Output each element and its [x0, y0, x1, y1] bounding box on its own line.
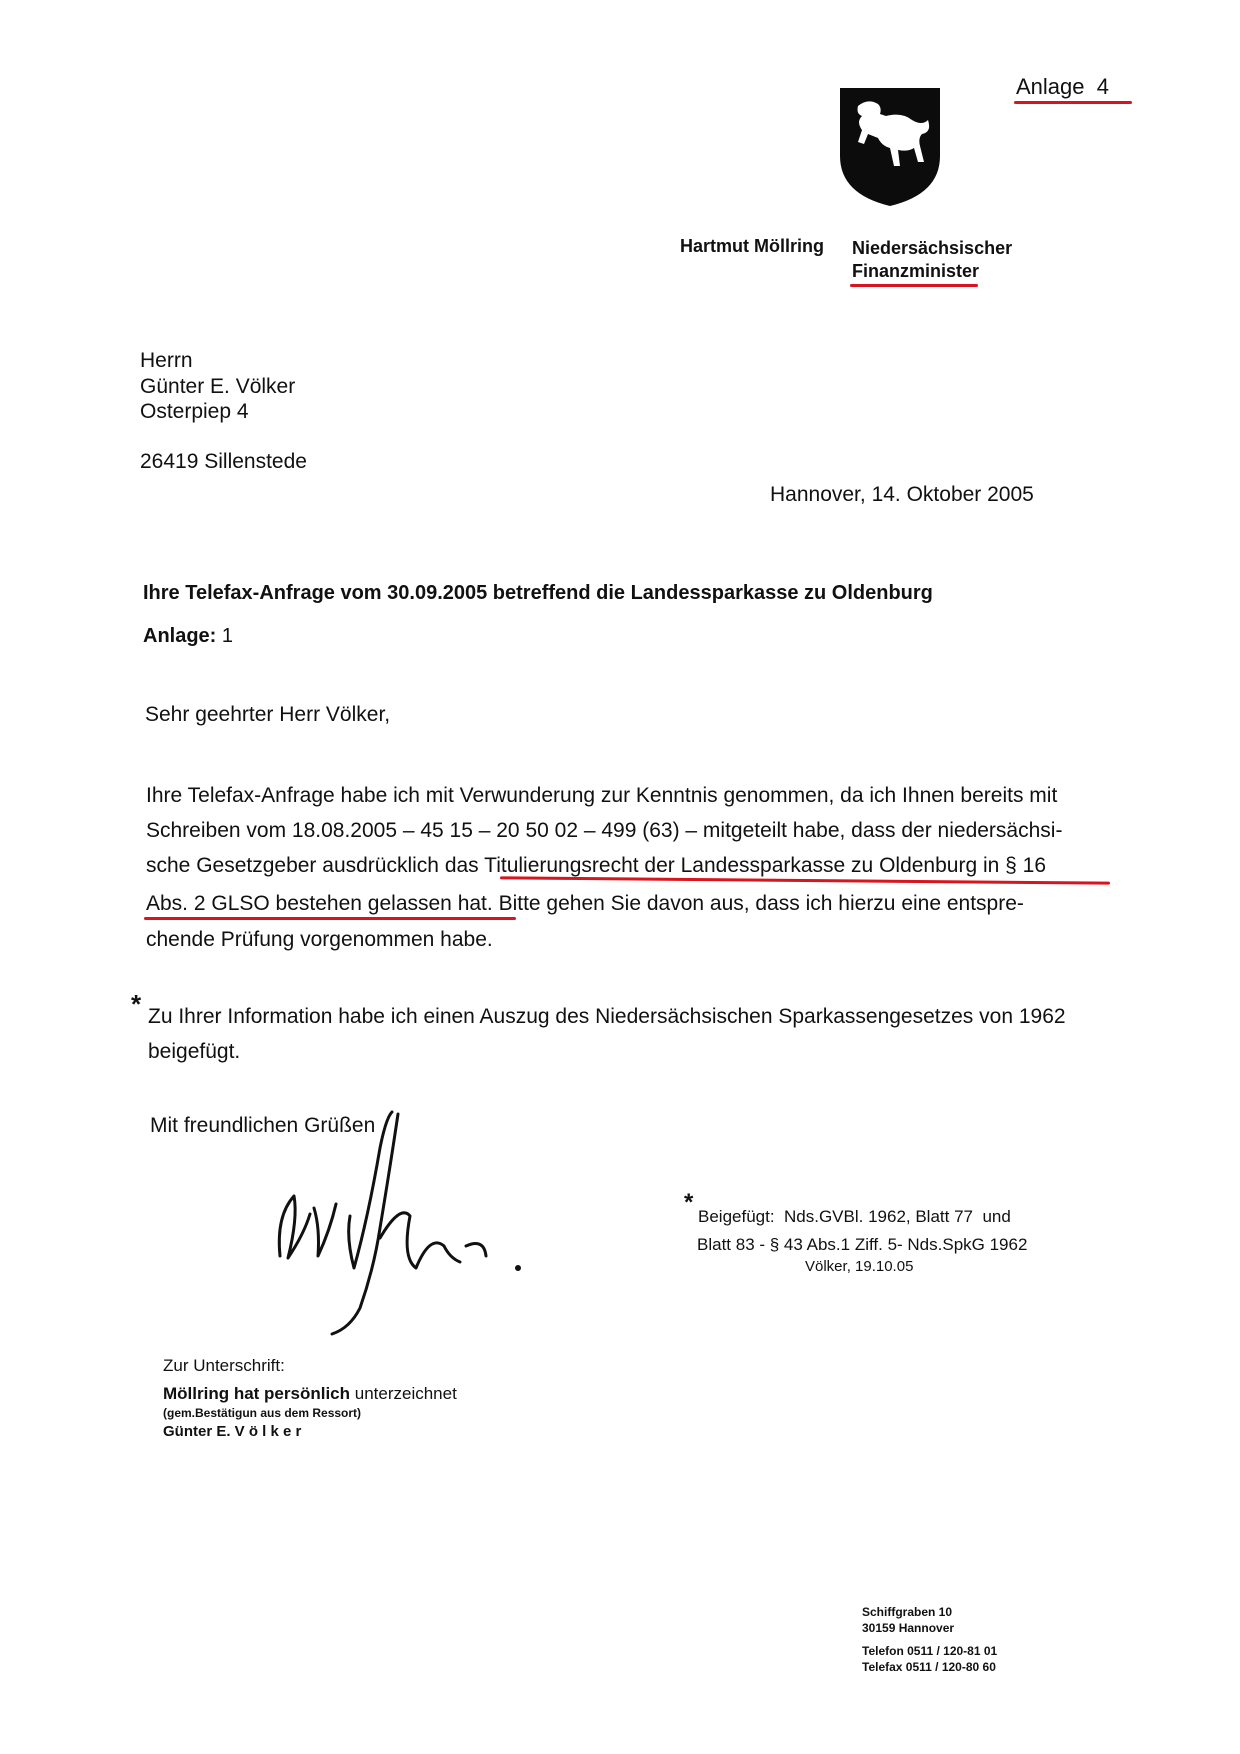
note-line2: Blatt 83 - § 43 Abs.1 Ziff. 5- Nds.SpkG 1962	[697, 1235, 1028, 1254]
paragraph2-asterisk: *	[131, 989, 142, 1019]
lower-saxony-horse-crest-icon	[838, 86, 942, 208]
attachment-label: Anlage:	[143, 625, 217, 647]
annex-label	[1016, 74, 1109, 100]
subject-line: Ihre Telefax-Anfrage vom 30.09.2005 betreffend die Landessparkasse zu Oldenburg	[143, 582, 933, 604]
paragraph1-line1: Ihre Telefax-Anfrage habe ich mit Verwunderung zur Kenntnis genommen, da ich Ihnen bereits mit	[146, 784, 1058, 807]
footer-phone: Telefon 0511 / 120-81 01	[862, 1644, 998, 1658]
highlight-underline-2	[144, 917, 516, 920]
signature-note-line4: Günter E. V ö l k e r	[163, 1423, 302, 1440]
recipient-street: Osterpiep 4	[140, 400, 249, 423]
signature-note-line1: Zur Unterschrift:	[163, 1356, 285, 1375]
greeting: Sehr geehrter Herr Völker,	[145, 703, 391, 726]
paragraph1-line5: chende Prüfung vorgenommen habe.	[146, 928, 493, 951]
sender-title-line1: Niedersächsischer	[852, 238, 1013, 258]
signature-note-line2-rest: unterzeichnet	[350, 1384, 457, 1403]
paragraph2-line1: Zu Ihrer Information habe ich einen Auszug des Niedersächsischen Sparkassengesetzes von 1962	[148, 1005, 1066, 1028]
handwritten-signature	[270, 1108, 530, 1338]
place-date: Hannover, 14. Oktober 2005	[770, 483, 1034, 506]
attachment-line	[143, 625, 233, 648]
signature-note-line2-bold: Möllring hat persönlich	[163, 1384, 351, 1403]
note-line3: Völker, 19.10.05	[805, 1258, 914, 1275]
paragraph1-line3-underlined: Titulierungsrecht der Landessparkasse zu Oldenburg in § 16	[484, 854, 1047, 877]
sender-title-line2: Finanzminister	[852, 261, 980, 281]
attachment-value: 1	[221, 625, 234, 647]
sender-title-underline	[850, 284, 978, 287]
paragraph1-line4-underlined: Abs. 2 GLSO bestehen gelassen hat.	[146, 892, 493, 915]
sender-name: Hartmut Möllring	[680, 236, 824, 256]
paragraph1-line2: Schreiben vom 18.08.2005 – 45 15 – 20 50 02 – 499 (63) – mitgeteilt habe, dass der niedersächsi-	[146, 819, 1063, 842]
footer-fax: Telefax 0511 / 120-80 60	[862, 1660, 996, 1674]
closing: Mit freundlichen Grüßen	[150, 1114, 376, 1137]
paragraph1-line3-plain: sche Gesetzgeber ausdrücklich das	[146, 854, 485, 877]
footer-city: 30159 Hannover	[862, 1621, 955, 1635]
paragraph1-line4	[146, 887, 1024, 921]
recipient-city: 26419 Sillenstede	[140, 450, 307, 473]
signature-note-line3: (gem.Bestätigun aus dem Ressort)	[163, 1406, 362, 1420]
recipient-name: Günter E. Völker	[140, 375, 296, 398]
paragraph1-line4-plain: Bitte gehen Sie davon aus, dass ich hierzu eine entspre-	[492, 892, 1024, 915]
note-asterisk: *	[684, 1189, 694, 1216]
signature-note-line2	[163, 1384, 457, 1404]
annex-underline	[1014, 101, 1132, 104]
footer-street: Schiffgraben 10	[862, 1605, 953, 1619]
annex-label-text: Anlage	[1016, 74, 1085, 99]
paragraph2-line2: beigefügt.	[148, 1040, 241, 1063]
note-line1: Beigefügt: Nds.GVBl. 1962, Blatt 77 und	[698, 1207, 1011, 1226]
recipient-salutation: Herrn	[140, 349, 193, 372]
annex-label-number: 4	[1096, 74, 1109, 99]
